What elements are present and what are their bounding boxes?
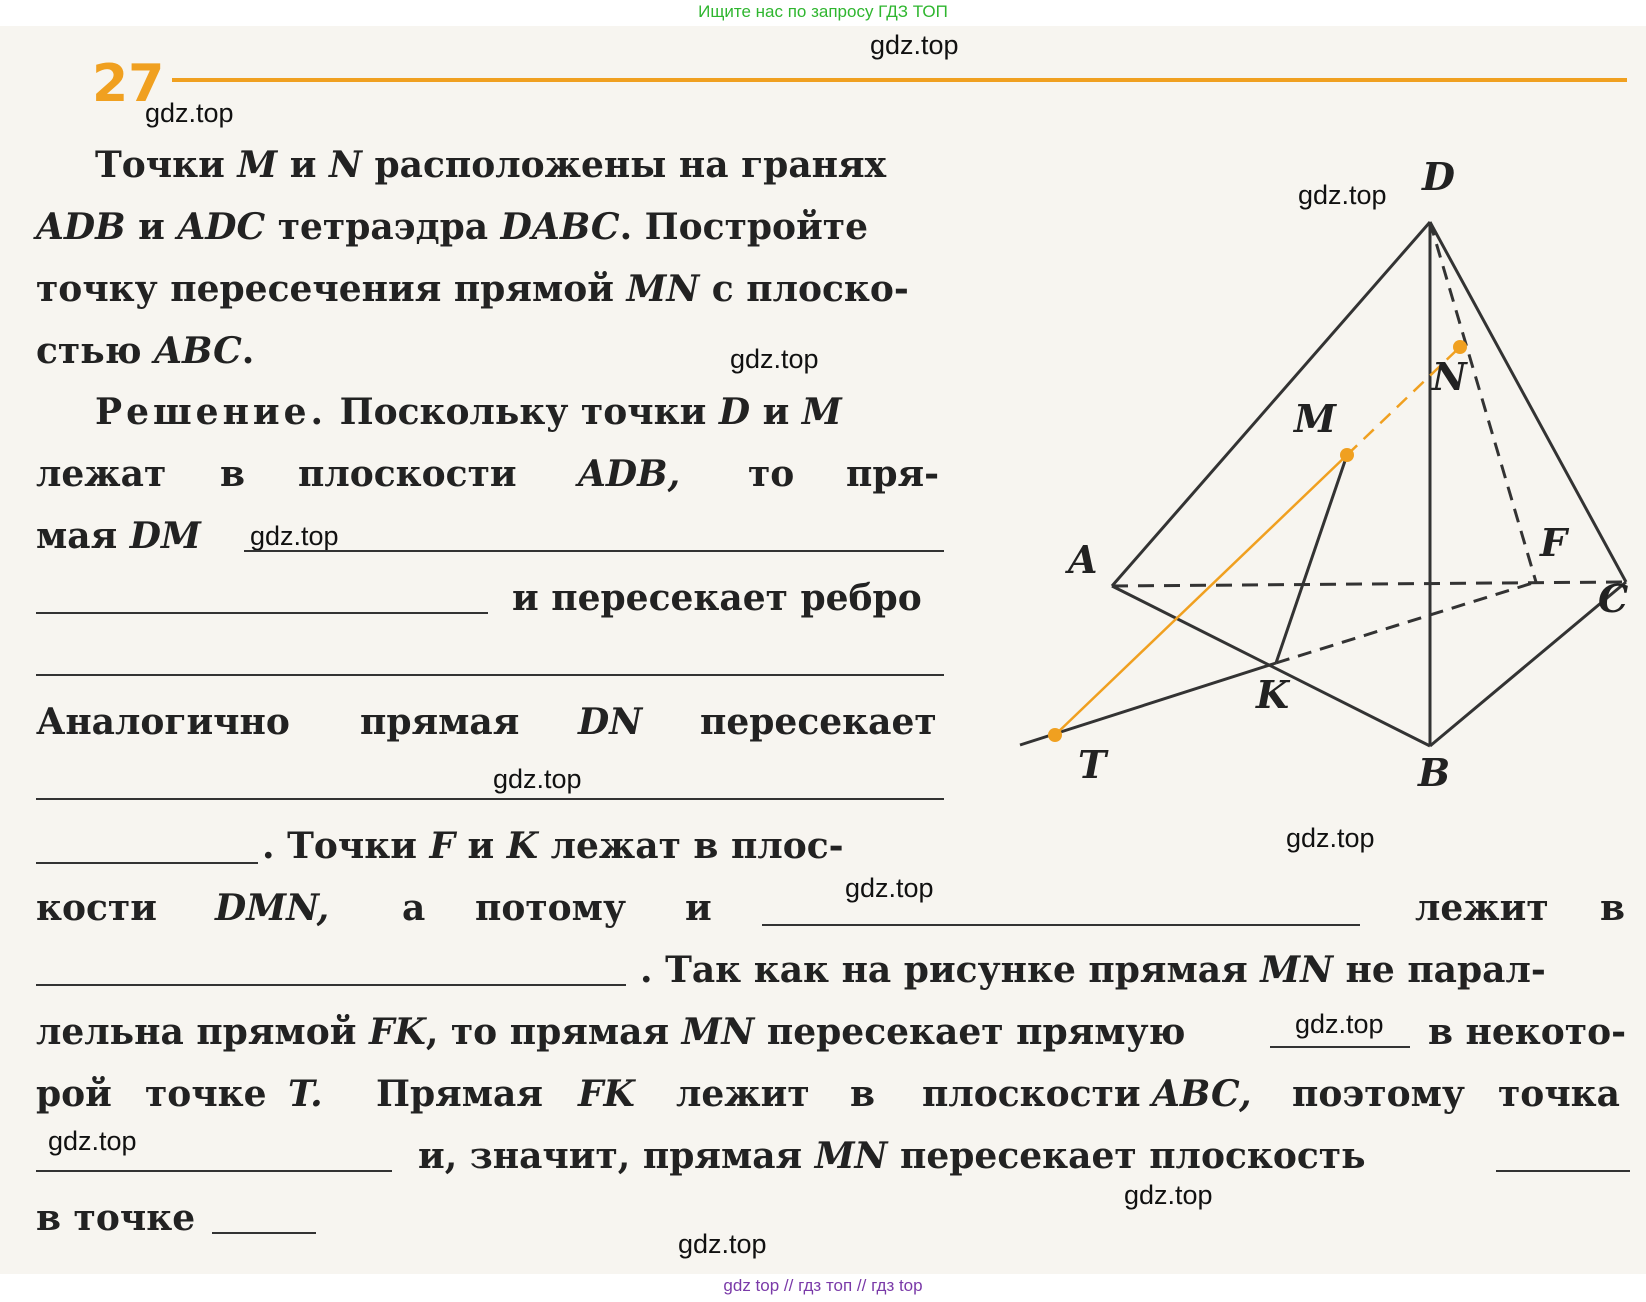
solution-line-5c: DN — [578, 701, 643, 743]
watermark: gdz.top — [678, 1229, 767, 1259]
answer-blank-10[interactable] — [1496, 1170, 1630, 1172]
solution-line-1: Решение. Поскольку точки D и M — [95, 391, 842, 433]
solution-line-2c: плоскости — [298, 453, 517, 495]
problem-line-3: точку пересечения прямой MN с плоско- — [36, 268, 909, 310]
solution-line-5d: пересекает — [700, 701, 937, 743]
point-N — [1453, 340, 1467, 354]
solution-line-2a: лежат — [36, 453, 167, 495]
edge-DC — [1430, 222, 1626, 582]
solution-line-2f: пря- — [846, 453, 940, 495]
edge-DA — [1112, 222, 1430, 586]
answer-blank-4[interactable] — [36, 798, 944, 800]
answer-blank-8[interactable] — [1270, 1046, 1410, 1048]
solution-line-8: . Так как на рисунке прямая MN не парал- — [640, 949, 1546, 991]
label-N: N — [1432, 354, 1467, 399]
answer-blank-3[interactable] — [36, 674, 944, 676]
edge-AC-hidden — [1112, 582, 1626, 586]
solution-line-2d: ADB, — [578, 453, 681, 495]
solution-line-10b: точке — [145, 1073, 267, 1115]
tetrahedron-figure — [1000, 150, 1640, 810]
solution-line-10j: поэтому — [1292, 1073, 1465, 1115]
solution-line-7d: потому — [475, 887, 626, 929]
watermark: gdz.top — [845, 873, 934, 903]
header-rule — [172, 78, 1627, 82]
solution-line-6: . Точки F и K лежат в плос- — [262, 825, 844, 867]
solution-line-2b: в — [220, 453, 246, 495]
solution-line-4: и пересекает ребро — [512, 577, 922, 619]
solution-line-10e: FK — [578, 1073, 635, 1115]
solution-line-10k: точка — [1498, 1073, 1620, 1115]
solution-line-10h: плоскости — [922, 1073, 1141, 1115]
solution-line-10d: Прямая — [376, 1073, 543, 1115]
watermark: gdz.top — [730, 344, 819, 374]
solution-line-7c: а — [402, 887, 426, 929]
line-TM — [1055, 455, 1347, 735]
point-T — [1048, 728, 1062, 742]
problem-line-1: Точки M и N расположены на гранях — [95, 144, 887, 186]
problem-line-2: ADB и ADC тетраэдра DABC. Постройте — [36, 206, 868, 248]
solution-line-7f: лежит — [1415, 887, 1549, 929]
answer-blank-2[interactable] — [36, 612, 488, 614]
watermark: gdz.top — [1295, 1009, 1384, 1039]
solution-line-11: и, значит, прямая MN пересекает плоскость — [418, 1135, 1366, 1177]
solution-line-12: в точке — [36, 1197, 196, 1239]
answer-blank-6[interactable] — [762, 924, 1360, 926]
label-K: K — [1256, 672, 1290, 717]
solution-line-10c: T. — [288, 1073, 323, 1115]
watermark: gdz.top — [1124, 1180, 1213, 1210]
line-KF-hidden — [1276, 582, 1536, 663]
answer-blank-9[interactable] — [36, 1170, 392, 1172]
solution-line-5a: Аналогично — [36, 701, 290, 743]
solution-line-3: мая DM — [36, 515, 201, 557]
solution-line-10a: рой — [36, 1073, 112, 1115]
watermark: gdz.top — [493, 764, 582, 794]
solution-line-2e: то — [748, 453, 795, 495]
solution-line-7e: и — [685, 887, 712, 929]
solution-line-10g: в — [850, 1073, 876, 1115]
watermark: gdz.top — [48, 1126, 137, 1156]
top-banner[interactable]: Ищите нас по запросу ГДЗ ТОП — [698, 2, 948, 21]
watermark: gdz.top — [1298, 180, 1387, 210]
label-T: T — [1078, 742, 1107, 787]
problem-line-4: стью ABC. — [36, 330, 255, 372]
label-A: A — [1068, 537, 1098, 582]
answer-blank-11[interactable] — [212, 1232, 316, 1234]
label-D: D — [1422, 154, 1455, 199]
solution-line-10f: лежит — [676, 1073, 810, 1115]
watermark: gdz.top — [870, 30, 959, 60]
solution-line-5b: прямая — [360, 701, 520, 743]
point-M — [1340, 448, 1354, 462]
solution-line-9a: лельна прямой FK, то прямая MN пересекает прямую — [36, 1011, 1186, 1053]
line-DF-hidden — [1430, 222, 1536, 582]
solution-line-10i: ABC, — [1152, 1073, 1252, 1115]
line-DM-to-K — [1276, 455, 1347, 663]
watermark: gdz.top — [1286, 823, 1375, 853]
solution-line-7b: DMN, — [215, 887, 330, 929]
solution-line-9b: в некото- — [1428, 1011, 1627, 1053]
label-F: F — [1540, 520, 1567, 565]
label-C: C — [1598, 576, 1629, 621]
bottom-footer[interactable]: gdz top // гдз топ // гдз top — [723, 1276, 923, 1295]
answer-blank-5[interactable] — [36, 862, 258, 864]
solution-line-7g: в — [1600, 887, 1626, 929]
label-M: M — [1294, 396, 1337, 441]
label-B: B — [1418, 750, 1451, 795]
task-number: 27 — [92, 54, 165, 114]
answer-blank-1[interactable] — [244, 550, 944, 552]
watermark: gdz.top — [145, 98, 234, 128]
solution-line-7a: кости — [36, 887, 157, 929]
watermark: gdz.top — [250, 521, 339, 551]
answer-blank-7[interactable] — [36, 984, 626, 986]
